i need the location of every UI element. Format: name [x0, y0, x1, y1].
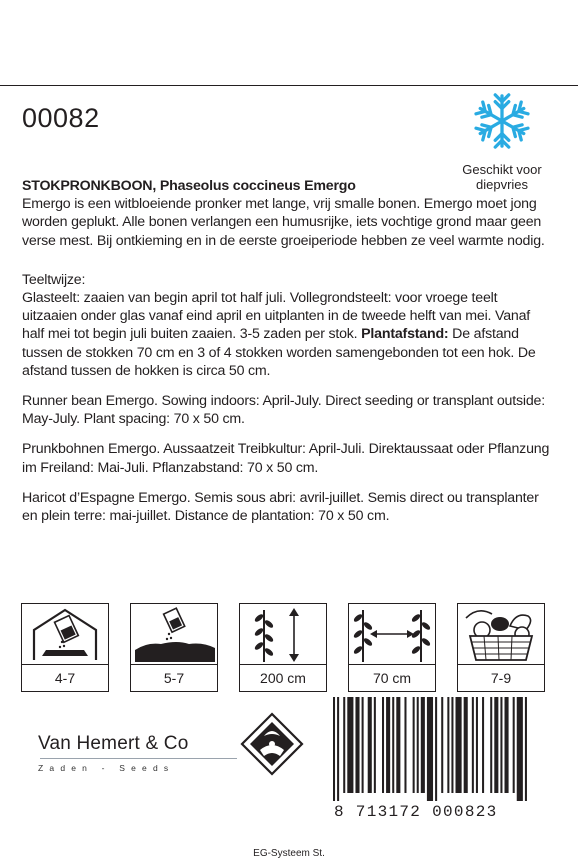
open-ground-sowing-icon — [131, 604, 217, 664]
freezer-label-line2: diepvries — [475, 177, 529, 192]
pictogram-open-ground — [130, 603, 220, 695]
footer-label: EG-Systeem St. — [253, 848, 325, 859]
translation-de-text: Aussaatzeit Treibkultur: April-Juli. Direktaussaat oder Pflanzung im Freiland: Mai-Juli. Pflanzabstand: 70 x 50 cm. — [22, 441, 550, 476]
pictogram-spacing — [348, 603, 438, 695]
brand-subtitle: Zaden - Seeds — [38, 763, 175, 773]
cultivation-text-1: Glasteelt: zaaien van begin april tot half juli. Vollegrondsteelt: voor vroege teelt uitzaaien onder glas vanaf eind april en uitplanten in de tweede helft van mei. Vanaf half mei tot begin juli buiten zaaien. 3-5 zaden per stok. — [22, 290, 531, 343]
cut-line — [0, 85, 578, 86]
brand-name: Van Hemert & Co — [38, 733, 189, 754]
translation-en-name: Runner bean Emergo. — [22, 393, 158, 410]
translation-en-text: Sowing indoors: April-July. Direct seeding or transplant outside: May-July. Plant spacing: 70 x 50 cm. — [22, 393, 545, 428]
greenhouse-sowing-icon — [22, 604, 108, 664]
barcode-icon — [333, 697, 529, 801]
translation-en — [22, 392, 552, 428]
seed-quality-logo-icon — [240, 712, 304, 776]
pictogram-value: 5-7 — [130, 665, 218, 692]
brand-divider — [40, 758, 237, 759]
cultivation-text-2: De afstand tussen de stokken 70 cm en 3 of 4 stokken worden samengebonden tot een hok. De afstand tussen de hokken is circa 50 cm. — [22, 326, 536, 379]
freezer-label-line1: Geschikt voor — [462, 162, 542, 177]
pictogram-harvest — [457, 603, 547, 695]
pictogram-greenhouse — [21, 603, 111, 695]
description-block — [22, 177, 552, 534]
brand-block — [38, 733, 243, 773]
translation-de — [22, 440, 552, 476]
translation-fr-name: Haricot d’Espagne Emergo. — [22, 489, 191, 506]
product-title — [22, 177, 552, 195]
harvest-basket-icon — [458, 604, 544, 664]
plant-spacing-label: Plantafstand: — [361, 326, 449, 343]
cultivation-section — [22, 271, 552, 380]
pictogram-value: 70 cm — [348, 665, 436, 692]
product-name: STOKPRONKBOON, — [22, 178, 157, 194]
product-code: 00082 — [22, 103, 100, 133]
plant-spacing-icon — [349, 604, 435, 664]
translation-fr — [22, 489, 552, 525]
product-description: Emergo is een witbloeiende pronker met lange, vrij smalle bonen. Emergo moet jong worden geplukt. Alle bonen verlangen een humusrijke, iets vochtige grond maar geen verse mest. Bij ontkieming en in de eerste groeiperiode hebben ze veel warmte nodig. — [22, 196, 545, 249]
pictogram-height — [239, 603, 329, 695]
barcode-number: 8 713172 000823 — [334, 803, 498, 821]
pictogram-value: 200 cm — [239, 665, 327, 692]
pictogram-value: 7-9 — [457, 665, 545, 692]
product-latin-name: Phaseolus coccineus Emergo — [156, 178, 356, 194]
snowflake-icon — [473, 92, 531, 150]
pictogram-value: 4-7 — [21, 665, 109, 692]
cultivation-heading: Teeltwijze: — [22, 271, 86, 288]
translation-de-name: Prunkbohnen Emergo. — [22, 441, 161, 458]
pictogram-row — [21, 603, 553, 695]
plant-height-icon — [240, 604, 326, 664]
translation-fr-text: Semis sous abri: avril-juillet. Semis direct ou transplanter en plein terre: mai-juillet. Distance de plantation: 70 x 50 cm. — [22, 489, 539, 525]
